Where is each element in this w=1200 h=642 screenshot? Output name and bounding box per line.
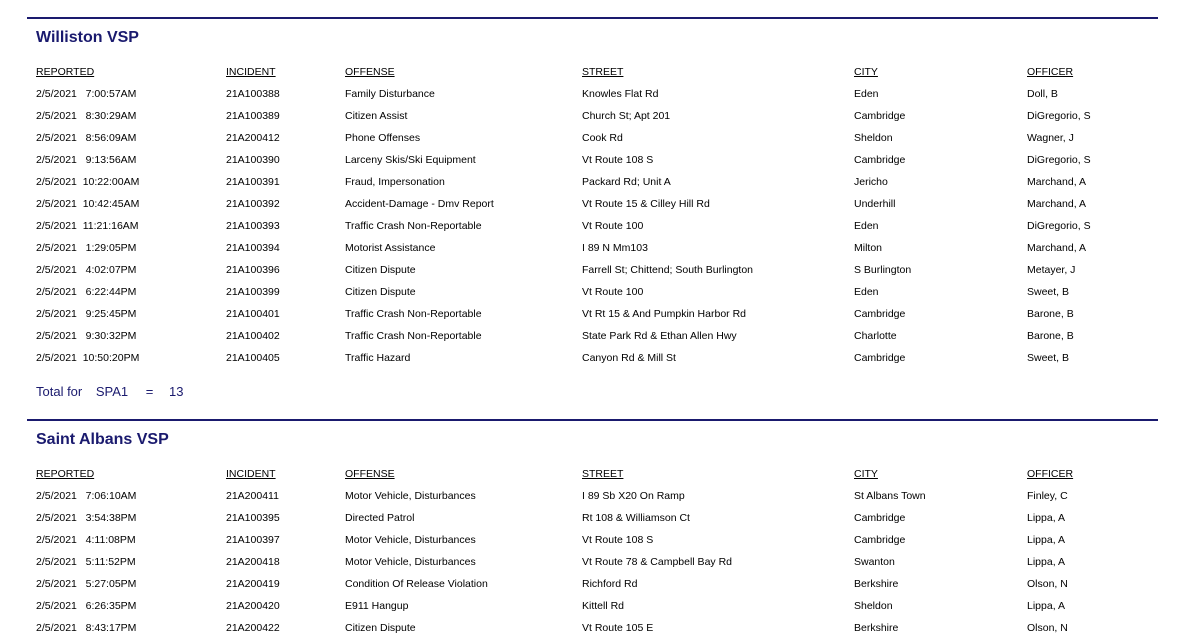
cell-officer: Finley, C (1027, 490, 1068, 502)
cell-offense: Citizen Dispute (345, 264, 416, 276)
cell-incident: 21A200418 (226, 556, 280, 568)
cell-street: Canyon Rd & Mill St (582, 352, 676, 364)
cell-offense: Traffic Crash Non-Reportable (345, 308, 482, 320)
table-row (0, 286, 1200, 306)
cell-street: Vt Rt 15 & And Pumpkin Harbor Rd (582, 308, 746, 320)
cell-incident: 21A100392 (226, 198, 280, 210)
section-divider (27, 17, 1158, 19)
cell-city: Berkshire (854, 622, 899, 634)
cell-officer: Marchand, A (1027, 176, 1086, 188)
table-row (0, 198, 1200, 218)
cell-city: Jericho (854, 176, 888, 188)
cell-incident: 21A100402 (226, 330, 280, 342)
column-header-street: STREET (582, 66, 624, 78)
cell-offense: Motor Vehicle, Disturbances (345, 534, 476, 546)
cell-street: Vt Route 108 S (582, 534, 654, 546)
cell-street: Kittell Rd (582, 600, 625, 612)
cell-incident: 21A100399 (226, 286, 280, 298)
cell-reported: 2/5/2021 10:22:00AM (36, 176, 140, 188)
cell-city: Berkshire (854, 578, 899, 590)
cell-incident: 21A200412 (226, 132, 280, 144)
table-row (0, 622, 1200, 642)
cell-street: Rt 108 & Williamson Ct (582, 512, 690, 524)
cell-street: Farrell St; Chittend; South Burlington (582, 264, 754, 276)
cell-city: St Albans Town (854, 490, 926, 502)
cell-city: Swanton (854, 556, 895, 568)
cell-street: Vt Route 15 & Cilley Hill Rd (582, 198, 710, 210)
cell-reported: 2/5/2021 9:25:45PM (36, 308, 137, 320)
cell-officer: Sweet, B (1027, 286, 1070, 298)
column-header-offense: OFFENSE (345, 66, 395, 78)
cell-offense: Citizen Assist (345, 110, 408, 122)
section-title: Williston VSP (36, 29, 139, 46)
cell-officer: Sweet, B (1027, 352, 1070, 364)
cell-street: Knowles Flat Rd (582, 88, 659, 100)
cell-city: Milton (854, 242, 883, 254)
cell-street: Cook Rd (582, 132, 623, 144)
cell-officer: Olson, N (1027, 622, 1068, 634)
cell-reported: 2/5/2021 4:02:07PM (36, 264, 137, 276)
cell-officer: Lippa, A (1027, 512, 1065, 524)
table-row (0, 264, 1200, 284)
column-header-row (0, 66, 1200, 86)
column-header-city: CITY (854, 468, 878, 480)
cell-officer: Wagner, J (1027, 132, 1074, 144)
cell-incident: 21A100401 (226, 308, 280, 320)
table-row (0, 556, 1200, 576)
cell-street: Packard Rd; Unit A (582, 176, 671, 188)
cell-offense: Larceny Skis/Ski Equipment (345, 154, 476, 166)
cell-incident: 21A100394 (226, 242, 280, 254)
table-row (0, 88, 1200, 108)
cell-city: Cambridge (854, 154, 906, 166)
cell-incident: 21A100396 (226, 264, 280, 276)
cell-incident: 21A100397 (226, 534, 280, 546)
cell-reported: 2/5/2021 7:00:57AM (36, 88, 137, 100)
cell-incident: 21A200420 (226, 600, 280, 612)
total-label: Total for (36, 384, 83, 399)
cell-officer: Lippa, A (1027, 600, 1065, 612)
cell-reported: 2/5/2021 10:42:45AM (36, 198, 140, 210)
column-header-incident: INCIDENT (226, 468, 276, 480)
cell-offense: Condition Of Release Violation (345, 578, 488, 590)
table-row (0, 220, 1200, 240)
cell-officer: Doll, B (1027, 88, 1058, 100)
cell-incident: 21A100390 (226, 154, 280, 166)
cell-officer: DiGregorio, S (1027, 154, 1091, 166)
cell-city: Eden (854, 220, 879, 232)
cell-city: Sheldon (854, 600, 893, 612)
cell-city: Eden (854, 286, 879, 298)
column-header-officer: OFFICER (1027, 468, 1074, 480)
cell-offense: Family Disturbance (345, 88, 435, 100)
cell-reported: 2/5/2021 8:43:17PM (36, 622, 137, 634)
table-row (0, 154, 1200, 174)
cell-officer: Barone, B (1027, 308, 1074, 320)
cell-officer: Olson, N (1027, 578, 1068, 590)
cell-street: I 89 Sb X20 On Ramp (582, 490, 685, 502)
cell-officer: DiGregorio, S (1027, 220, 1091, 232)
cell-officer: Barone, B (1027, 330, 1074, 342)
cell-city: S Burlington (854, 264, 912, 276)
cell-incident: 21A100391 (226, 176, 280, 188)
cell-city: Charlotte (854, 330, 897, 342)
section-divider (27, 419, 1158, 421)
cell-reported: 2/5/2021 6:22:44PM (36, 286, 137, 298)
cell-street: Vt Route 100 (582, 220, 644, 232)
section-title: Saint Albans VSP (36, 431, 169, 448)
cell-incident: 21A200419 (226, 578, 280, 590)
cell-street: I 89 N Mm103 (582, 242, 648, 254)
column-header-reported: REPORTED (36, 468, 95, 480)
cell-offense: Motor Vehicle, Disturbances (345, 556, 476, 568)
cell-street: Vt Route 108 S (582, 154, 654, 166)
cell-offense: Traffic Hazard (345, 352, 411, 364)
cell-offense: Phone Offenses (345, 132, 421, 144)
cell-reported: 2/5/2021 5:27:05PM (36, 578, 137, 590)
table-row (0, 512, 1200, 532)
cell-incident: 21A200422 (226, 622, 280, 634)
cell-reported: 2/5/2021 6:26:35PM (36, 600, 137, 612)
table-row (0, 534, 1200, 554)
column-header-offense: OFFENSE (345, 468, 395, 480)
table-row (0, 330, 1200, 350)
cell-officer: Marchand, A (1027, 198, 1086, 210)
table-row (0, 578, 1200, 598)
cell-officer: Lippa, A (1027, 534, 1065, 546)
total-equals: = (145, 384, 154, 399)
cell-offense: Traffic Crash Non-Reportable (345, 220, 482, 232)
cell-officer: Metayer, J (1027, 264, 1076, 276)
cell-reported: 2/5/2021 10:50:20PM (36, 352, 140, 364)
table-row (0, 110, 1200, 130)
table-row (0, 600, 1200, 620)
table-row (0, 242, 1200, 262)
cell-offense: Motorist Assistance (345, 242, 436, 254)
table-row (0, 176, 1200, 196)
cell-reported: 2/5/2021 5:11:52PM (36, 556, 136, 568)
cell-city: Underhill (854, 198, 896, 210)
cell-city: Cambridge (854, 534, 906, 546)
cell-reported: 2/5/2021 7:06:10AM (36, 490, 137, 502)
cell-officer: DiGregorio, S (1027, 110, 1091, 122)
cell-city: Cambridge (854, 110, 906, 122)
cell-officer: Lippa, A (1027, 556, 1065, 568)
cell-street: State Park Rd & Ethan Allen Hwy (582, 330, 737, 342)
cell-street: Vt Route 100 (582, 286, 644, 298)
cell-offense: Citizen Dispute (345, 286, 416, 298)
cell-reported: 2/5/2021 9:13:56AM (36, 154, 137, 166)
cell-reported: 2/5/2021 11:21:16AM (36, 220, 139, 232)
cell-street: Vt Route 105 E (582, 622, 654, 634)
cell-street: Richford Rd (582, 578, 638, 590)
table-row (0, 132, 1200, 152)
cell-offense: E911 Hangup (345, 600, 409, 612)
cell-incident: 21A100405 (226, 352, 280, 364)
cell-offense: Accident-Damage - Dmv Report (345, 198, 494, 210)
column-header-reported: REPORTED (36, 66, 95, 78)
cell-incident: 21A100388 (226, 88, 280, 100)
cell-offense: Directed Patrol (345, 512, 415, 524)
total-code: SPA1 (95, 384, 129, 399)
cell-city: Cambridge (854, 512, 906, 524)
cell-reported: 2/5/2021 8:56:09AM (36, 132, 137, 144)
cell-incident: 21A200411 (226, 490, 279, 502)
column-header-officer: OFFICER (1027, 66, 1074, 78)
section-total (36, 384, 183, 399)
cell-reported: 2/5/2021 9:30:32PM (36, 330, 137, 342)
cell-incident: 21A100389 (226, 110, 280, 122)
cell-officer: Marchand, A (1027, 242, 1086, 254)
column-header-street: STREET (582, 468, 624, 480)
table-row (0, 490, 1200, 510)
cell-street: Church St; Apt 201 (582, 110, 671, 122)
total-count: 13 (169, 384, 184, 399)
table-row (0, 352, 1200, 372)
cell-offense: Motor Vehicle, Disturbances (345, 490, 476, 502)
cell-city: Eden (854, 88, 879, 100)
cell-incident: 21A100393 (226, 220, 280, 232)
cell-reported: 2/5/2021 4:11:08PM (36, 534, 136, 546)
cell-offense: Citizen Dispute (345, 622, 416, 634)
cell-city: Sheldon (854, 132, 893, 144)
column-header-city: CITY (854, 66, 878, 78)
column-header-row (0, 468, 1200, 488)
cell-reported: 2/5/2021 1:29:05PM (36, 242, 137, 254)
cell-city: Cambridge (854, 308, 906, 320)
cell-incident: 21A100395 (226, 512, 280, 524)
cell-offense: Fraud, Impersonation (345, 176, 445, 188)
cell-city: Cambridge (854, 352, 906, 364)
cell-reported: 2/5/2021 3:54:38PM (36, 512, 137, 524)
column-header-incident: INCIDENT (226, 66, 276, 78)
table-row (0, 308, 1200, 328)
cell-offense: Traffic Crash Non-Reportable (345, 330, 482, 342)
cell-street: Vt Route 78 & Campbell Bay Rd (582, 556, 732, 568)
cell-reported: 2/5/2021 8:30:29AM (36, 110, 137, 122)
